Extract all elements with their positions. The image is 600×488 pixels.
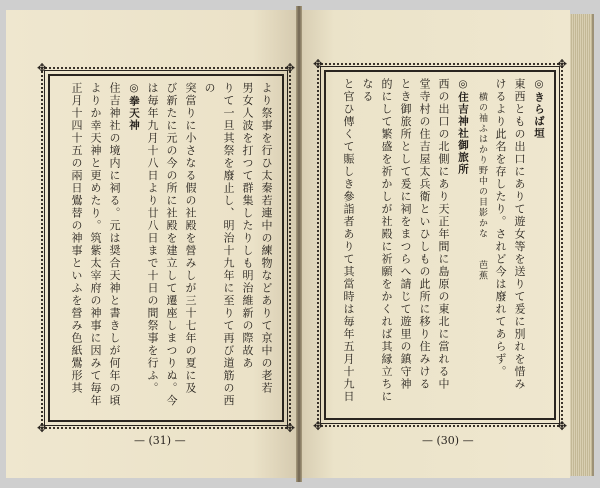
- left-page: [6, 10, 296, 478]
- section-heading: ◎きらば垣: [533, 78, 545, 140]
- text-column: 男女人波を打つて群集したりしも明治維新の際故あ: [241, 82, 254, 370]
- left-page-border: [36, 61, 296, 435]
- right-page: [302, 10, 570, 478]
- text-column: と官ひ傳くて賑しき參詣者ありて其當時は毎年五月十九日: [342, 78, 355, 403]
- right-page-number: — (30) —: [422, 434, 474, 447]
- text-column: りて一旦其祭を廢止し、明治十九年に至りて再び道筋の西の: [203, 82, 235, 407]
- open-book: [6, 4, 596, 484]
- page-edges: [570, 14, 594, 476]
- corner-ornament-icon: ✥: [312, 419, 324, 433]
- left-page-text: [56, 82, 276, 414]
- text-column: 堂寺村の住吉屋太兵衛といひしもの此所に移り住みける: [418, 78, 431, 391]
- section-heading: ◎拳天神: [128, 82, 140, 132]
- right-page-border: [312, 57, 568, 433]
- text-column: より祭事を行ひ太秦若連中の練物などありて京中の老若: [260, 82, 273, 395]
- text-column: よりか幸天神と更めたり。筑紫太宰府の神事に因みて毎年: [89, 82, 102, 407]
- text-column: は毎年九月十八日より廿八日まで十日の間祭事を行ふ。: [146, 82, 159, 395]
- corner-ornament-icon: ✥: [284, 421, 296, 435]
- corner-ornament-icon: ✥: [556, 57, 568, 71]
- text-column: 住吉神社の境内に祠る。元は奨合天神と書きしが何年の頃: [108, 82, 121, 407]
- corner-ornament-icon: ✥: [284, 61, 296, 75]
- text-column: 東西ともの出口にありて遊女等を送りて爰に別れを惜み: [513, 78, 526, 391]
- haiku-line: 横の袖ふはかり野中の目影かな 芭蕉: [477, 92, 487, 281]
- corner-ornament-icon: ✥: [36, 421, 48, 435]
- section-heading: ◎住吉神社御旅所: [457, 78, 469, 176]
- text-column: 突當りに小さなる假の社殿を營みしが三十七年の夏に及: [184, 82, 197, 395]
- text-column: 西の出口の北側にあり天正年間に島原の東北に當れる中: [437, 78, 450, 391]
- corner-ornament-icon: ✥: [556, 419, 568, 433]
- left-page-number: — (31) —: [134, 434, 186, 447]
- text-column: けるより此名を存したり。されど今は廢れてあらず。: [494, 78, 507, 378]
- corner-ornament-icon: ✥: [312, 57, 324, 71]
- text-column: 正月十四十五の兩日鷽替の神事といふを營み色紙鷽形其: [70, 82, 83, 395]
- text-column: 的にして繁盛を祈かしが社殿に祈願をかくれば其縁立ちになる: [361, 78, 393, 403]
- corner-ornament-icon: ✥: [36, 61, 48, 75]
- right-page-text: [332, 78, 548, 412]
- text-column: び新たに元の今の所に社殿を建立して遷座しまつりぬ。今: [165, 82, 178, 407]
- text-column: とき御旅所として爰に祠をまつらへ請じて遊里の鎮守神: [399, 78, 412, 391]
